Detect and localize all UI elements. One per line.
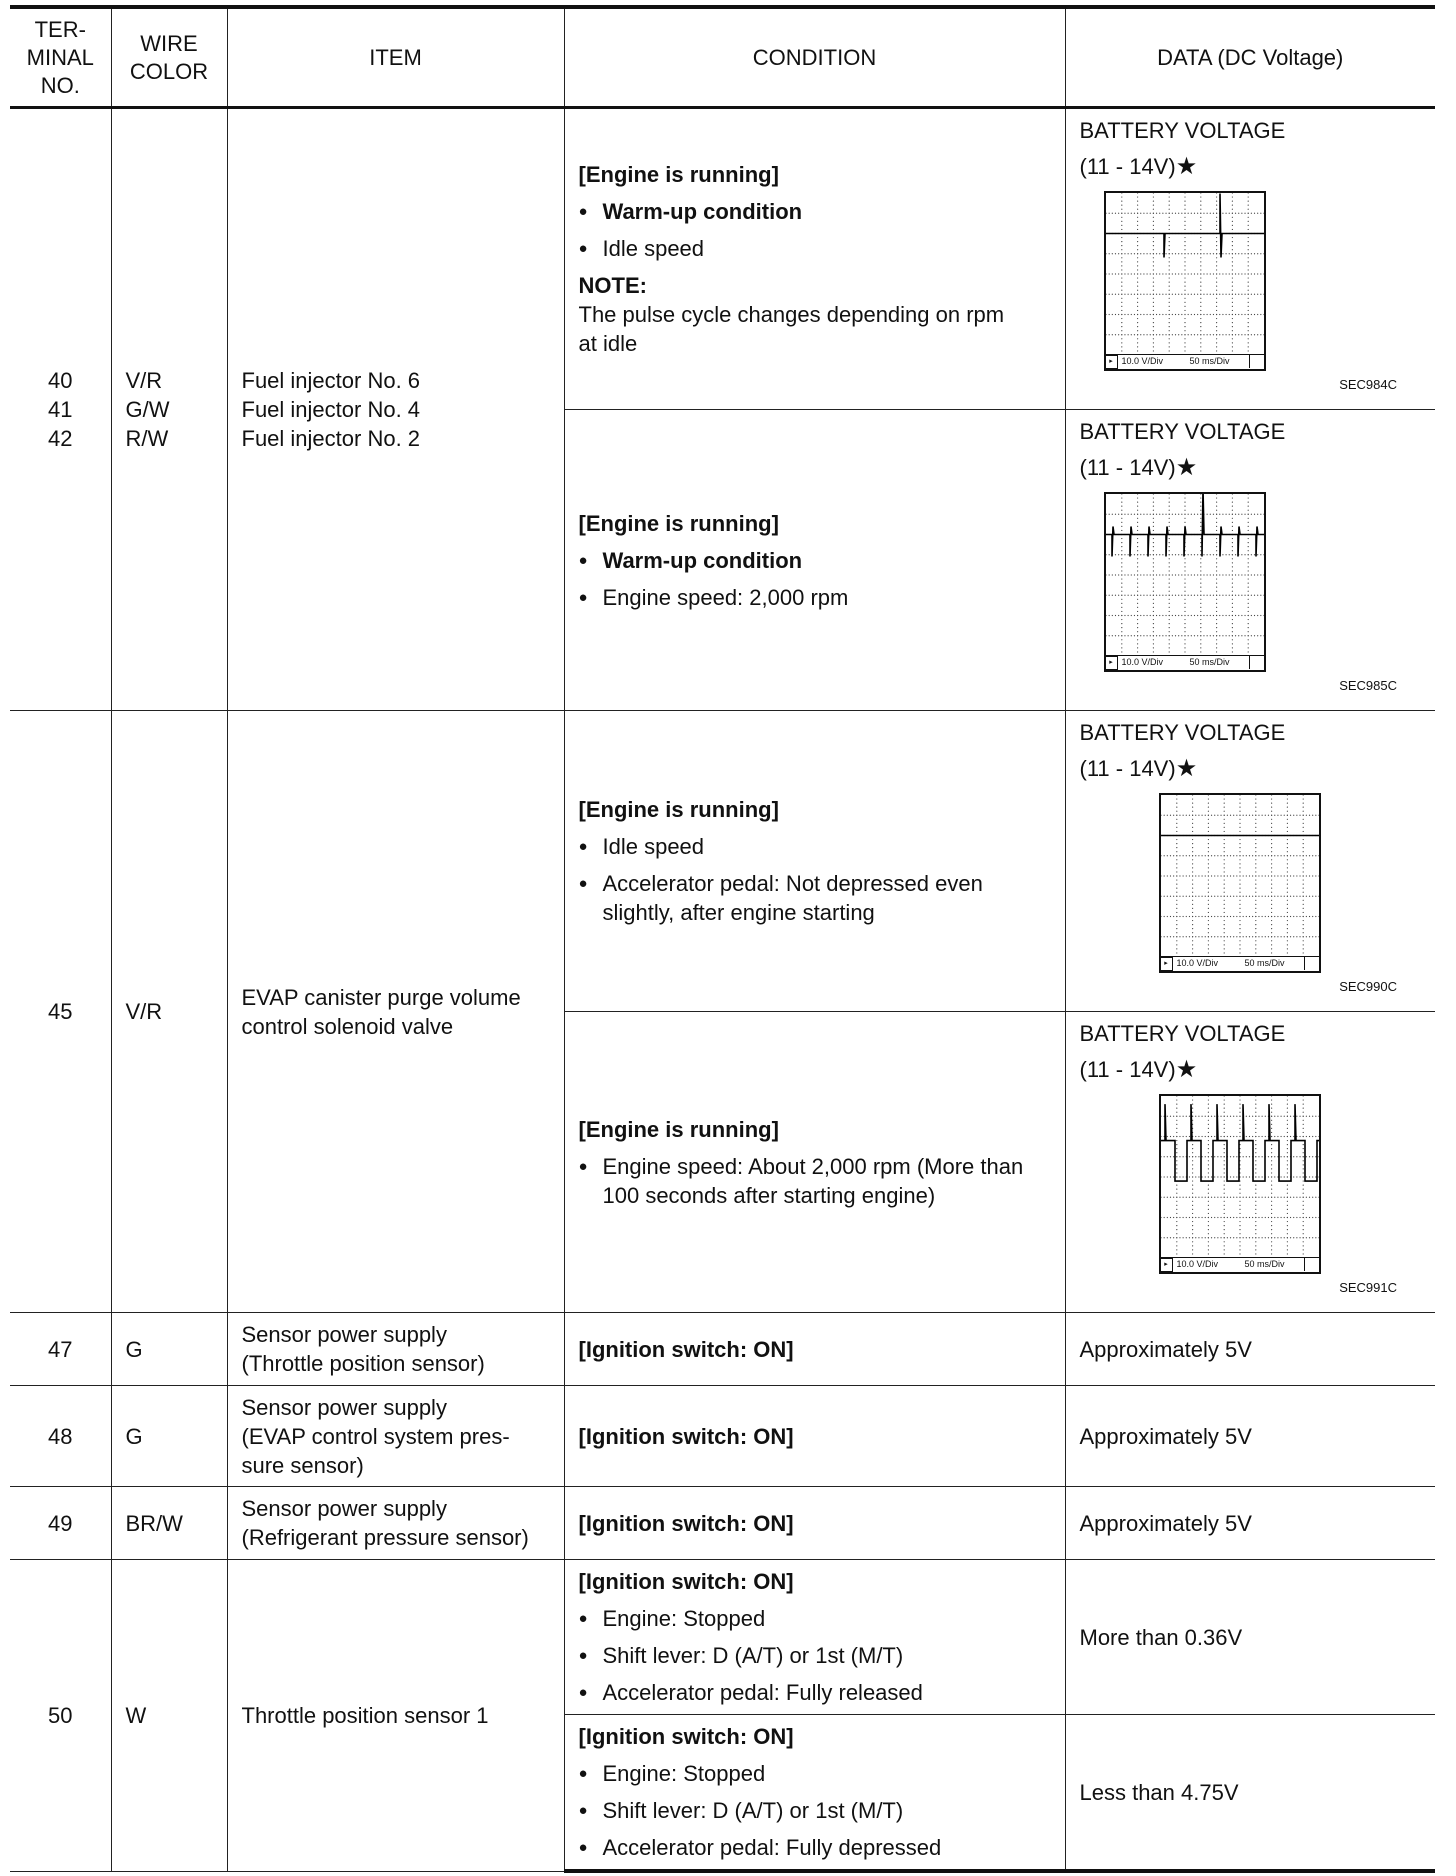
data-cell: BATTERY VOLTAGE (11 - 14V)★ ▸ 10.0 V/Div 50 ms/Div SEC984C [1065,108,1435,410]
table-row [10,1487,1435,1560]
data-cell: Approximately 5V [1065,1386,1435,1487]
item-cell: Sensor power supply (Throttle position sensor) [227,1313,564,1386]
data-cell: Less than 4.75V [1065,1715,1435,1872]
figure-code: SEC990C [1339,979,1397,994]
wire-cell: W [111,1560,227,1872]
figure-code: SEC991C [1339,1280,1397,1295]
terminal-cell: 40 41 42 [10,108,111,711]
header-data: DATA (DC Voltage) [1065,7,1435,108]
wire-cell: V/R [111,711,227,1313]
wire-cell: G [111,1313,227,1386]
terminal-data-table [10,5,1435,1873]
table-row [10,108,1435,410]
header-item: ITEM [227,7,564,108]
terminal-cell: 49 [10,1487,111,1560]
scope-trace [1106,494,1264,557]
scope-icon: ▸ [1160,957,1173,971]
star-icon: ★ [1175,153,1198,180]
table-row [10,711,1435,1012]
condition-cell: [Ignition switch: ON] [564,1487,1065,1560]
condition-cell: [Ignition switch: ON] [564,1313,1065,1386]
table-row [10,1386,1435,1487]
table-row [10,1560,1435,1715]
scope-icon: ▸ [1105,656,1118,670]
terminal-cell: 45 [10,711,111,1313]
condition-cell: [Ignition switch: ON] ● Engine: Stopped ● Shift lever: D (A/T) or 1st (M/T) ● Accelerator pedal: Fully depressed [564,1715,1065,1872]
oscilloscope-waveform: ▸ 10.0 V/Div 50 ms/Div [1104,492,1266,672]
wire-cell: G [111,1386,227,1487]
header-wire-color: WIRE COLOR [111,7,227,108]
terminal-cell: 47 [10,1313,111,1386]
oscilloscope-waveform: ▸ 10.0 V/Div 50 ms/Div [1104,191,1266,371]
condition-cell: [Ignition switch: ON] [564,1386,1065,1487]
scope-grid [1106,193,1264,355]
condition-cell: [Engine is running] ● Idle speed ● Accelerator pedal: Not depressed even slightly, after engine starting [564,711,1065,1012]
data-cell: Approximately 5V [1065,1487,1435,1560]
star-icon: ★ [1175,755,1198,782]
scope-trace [1161,1104,1319,1181]
condition-cell: [Engine is running] ● Warm-up condition ● Idle speed NOTE: The pulse cycle changes depending on rpm at idle [564,108,1065,410]
data-cell: BATTERY VOLTAGE (11 - 14V)★ ▸ 10.0 V/Div 50 ms/Div SEC990C [1065,711,1435,1012]
oscilloscope-waveform: ▸ 10.0 V/Div 50 ms/Div [1159,1094,1321,1274]
wire-cell: BR/W [111,1487,227,1560]
figure-code: SEC984C [1339,377,1397,392]
scope-grid [1161,795,1319,957]
star-icon: ★ [1175,1056,1198,1083]
data-cell: More than 0.36V [1065,1560,1435,1715]
condition-cell: [Engine is running] ● Engine speed: About 2,000 rpm (More than 100 seconds after starting engine) [564,1012,1065,1313]
item-cell: Throttle position sensor 1 [227,1560,564,1872]
item-cell: Sensor power supply (Refrigerant pressure sensor) [227,1487,564,1560]
table-row [10,1313,1435,1386]
item-cell: Sensor power supply (EVAP control system pres- sure sensor) [227,1386,564,1487]
terminal-cell: 48 [10,1386,111,1487]
star-icon: ★ [1175,454,1198,481]
wire-cell: V/R G/W R/W [111,108,227,711]
figure-code: SEC985C [1339,678,1397,693]
data-cell: Approximately 5V [1065,1313,1435,1386]
condition-cell: [Ignition switch: ON] ● Engine: Stopped ● Shift lever: D (A/T) or 1st (M/T) ● Accelerator pedal: Fully released [564,1560,1065,1715]
condition-cell: [Engine is running] ● Warm-up condition ● Engine speed: 2,000 rpm [564,410,1065,711]
data-cell: BATTERY VOLTAGE (11 - 14V)★ ▸ 10.0 V/Div 50 ms/Div SEC985C [1065,410,1435,711]
header-condition: CONDITION [564,7,1065,108]
scope-icon: ▸ [1160,1258,1173,1272]
item-cell: EVAP canister purge volume control solenoid valve [227,711,564,1313]
header-terminal-no: TER- MINAL NO. [10,7,111,108]
oscilloscope-waveform: ▸ 10.0 V/Div 50 ms/Div [1159,793,1321,973]
item-cell: Fuel injector No. 6 Fuel injector No. 4 Fuel injector No. 2 [227,108,564,711]
data-cell: BATTERY VOLTAGE (11 - 14V)★ ▸ 10.0 V/Div 50 ms/Div SEC991C [1065,1012,1435,1313]
scope-grid [1106,494,1264,656]
header-row [10,7,1435,108]
scope-icon: ▸ [1105,355,1118,369]
terminal-cell: 50 [10,1560,111,1872]
